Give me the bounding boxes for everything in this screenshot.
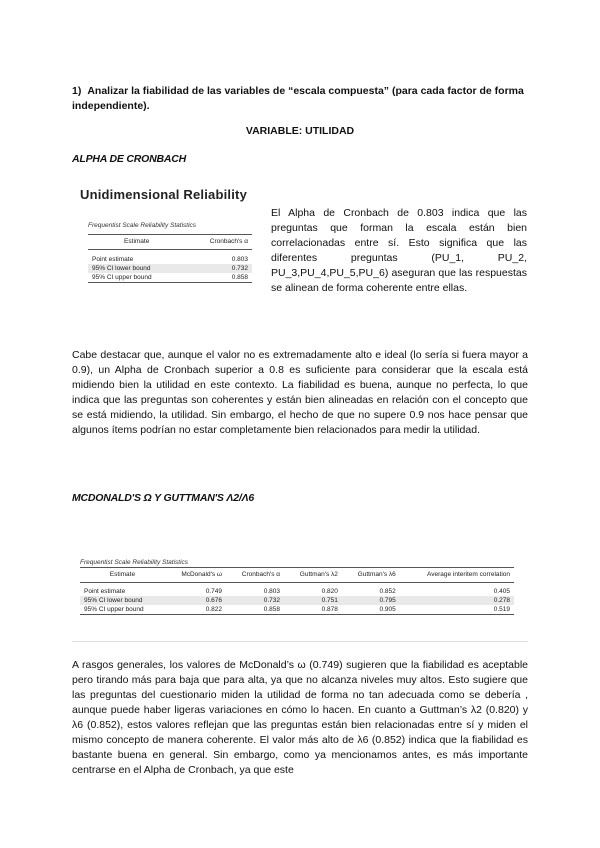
column-header-cronbach-alpha: Cronbach's α	[185, 235, 252, 250]
column-header-estimate: Estimate	[80, 568, 165, 583]
cell-guttman-lambda6: 0.905	[342, 605, 400, 615]
table-row	[88, 273, 252, 283]
row-value: 0.803	[231, 256, 248, 263]
cell-guttman-lambda2: 0.751	[284, 596, 342, 605]
cell-mcdonalds-omega: 0.749	[205, 588, 222, 595]
unidimensional-panel-title: Unidimensional Reliability	[80, 187, 248, 202]
row-label: Point estimate	[84, 588, 126, 595]
table-row	[88, 264, 252, 273]
omega-table-caption: Frequentist Scale Reliability Statistics	[80, 559, 189, 566]
cell-average-interitem-correlation: 0.405	[493, 588, 510, 595]
table-row	[80, 587, 514, 596]
cell-cronbach-alpha: 0.858	[226, 605, 284, 615]
cell-average-interitem-correlation: 0.519	[400, 605, 514, 615]
row-value: 0.732	[185, 264, 252, 273]
row-label: 95% CI lower bound	[80, 596, 165, 605]
alpha-body-paragraph: Cabe destacar que, aunque el valor no es extremadamente alto e ideal (lo sería si fuera mayor a 0.9), un Alpha de Cronbach superior a 0.8 es suficiente para considerar que la escala está midiendo bien la utilidad en este contexto. La fiabilidad es buena, aunque no perfecta, lo que indica que las preguntas son coherentes y están bien alineadas en relación con el concepto que se está midiendo, la utilidad. Sin embargo, el hecho de que no supere 0.9 nos hace pensar que algunos ítems podrían no estar completamente bien relacionados para medir la utilidad.	[72, 349, 528, 436]
column-header-average-interitem-correlation: Average interitem correlation	[400, 568, 514, 583]
cell-average-interitem-correlation: 0.278	[400, 596, 514, 605]
row-value: 0.858	[185, 273, 252, 283]
table-row	[80, 596, 514, 605]
table-row	[88, 255, 252, 264]
column-header-mcdonalds-omega: McDonald's ω	[165, 568, 226, 583]
omega-reliability-table	[80, 567, 514, 615]
row-label: 95% CI upper bound	[88, 273, 185, 283]
alpha-table-caption: Frequentist Scale Reliability Statistics	[88, 222, 197, 229]
column-header-guttman-lambda2: Guttman's λ2	[284, 568, 342, 583]
cell-guttman-lambda2: 0.878	[284, 605, 342, 615]
variable-title: VARIABLE: UTILIDAD	[245, 125, 355, 137]
cell-guttman-lambda6: 0.795	[342, 596, 400, 605]
question-text: Analizar la fiabilidad de las variables de “escala compuesta” (para cada factor de forma independiente).	[72, 85, 524, 112]
column-header-cronbach-alpha: Cronbach's α	[226, 568, 284, 583]
cell-cronbach-alpha: 0.732	[226, 596, 284, 605]
table-row	[80, 605, 514, 615]
cell-guttman-lambda2: 0.820	[321, 588, 338, 595]
cell-cronbach-alpha: 0.803	[263, 588, 281, 595]
column-header-guttman-lambda6: Guttman's λ6	[342, 568, 400, 583]
alpha-side-paragraph: El Alpha de Cronbach de 0.803 indica que las preguntas que forman la escala están bien correlacionadas entre sí. Esto significa que las diferentes preguntas (PU_1, PU_2, PU_3,PU_4,PU_5,PU_6) aseguran que las respuestas se alinean de forma coherente entre ellas.	[271, 207, 527, 294]
question-heading	[72, 84, 528, 114]
column-header-estimate: Estimate	[88, 235, 185, 250]
table-header-row	[80, 568, 514, 583]
omega-body-paragraph: A rasgos generales, los valores de McDonald’s ω (0.749) sugieren que la fiabilidad es aceptable pero tirando más para baja que para alta, ya que no alcanza niveles muy altos. Esto sugiere que las preguntas del cuestionario miden la utilidad de forma no tan adecuada como se debería , aunque puede haber ligeras variaciones en cómo lo hacen. En cuanto a Guttman’s λ2 (0.820) y λ6 (0.852), estos valores reflejan que las preguntas están bien relacionadas entre sí y miden el mismo concepto de manera coherente. El valor más alto de λ6 (0.852) indica que la fiabilidad es bastante buena en general. Sin embargo, como ya mencionamos antes, es más importante centrarse en el Alpha de Cronbach, ya que este	[72, 659, 528, 776]
question-number: 1)	[72, 85, 82, 97]
section-divider	[72, 641, 528, 642]
cell-mcdonalds-omega: 0.676	[165, 596, 226, 605]
row-label: 95% CI lower bound	[88, 264, 185, 273]
omega-heading: MCDONALD'S Ω Y GUTTMAN'S Λ2/Λ6	[72, 492, 255, 504]
cell-mcdonalds-omega: 0.822	[165, 605, 226, 615]
row-label: Point estimate	[92, 256, 134, 263]
cell-guttman-lambda6: 0.852	[379, 588, 396, 595]
alpha-heading: ALPHA DE CRONBACH	[72, 153, 187, 165]
alpha-reliability-table	[88, 234, 252, 283]
row-label: 95% CI upper bound	[80, 605, 165, 615]
table-header-row	[88, 235, 252, 250]
